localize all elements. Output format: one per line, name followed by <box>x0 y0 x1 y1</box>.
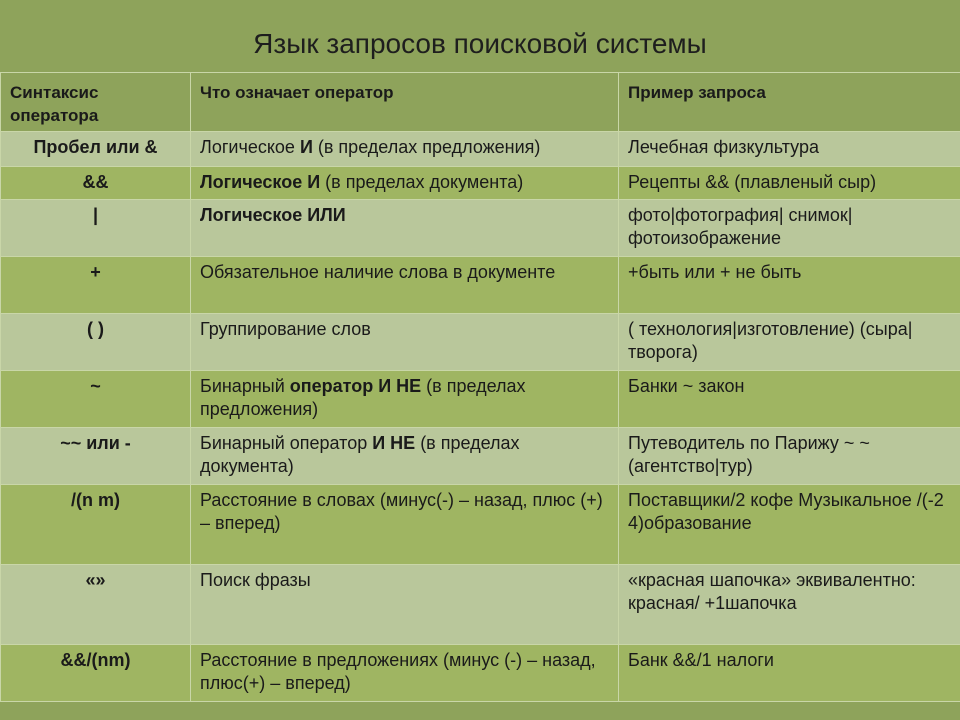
operator-cell: ~ <box>1 371 191 428</box>
table-row <box>1 167 960 200</box>
meaning-text: Бинарный оператор <box>200 433 373 453</box>
meaning-cell <box>191 314 619 371</box>
example-cell: +быть или + не быть <box>619 257 960 314</box>
meaning-bold-text: И <box>299 137 313 157</box>
operator-cell: /(n m) <box>1 485 191 565</box>
example-cell: «красная шапочка» эквивалентно: красная/ +1шапочка <box>619 565 960 645</box>
meaning-cell <box>191 371 619 428</box>
meaning-text: Бинарный <box>200 376 290 396</box>
example-cell: Рецепты && (плавленый сыр) <box>619 167 960 200</box>
table-row <box>1 485 960 565</box>
meaning-bold-text: Логическое ИЛИ <box>200 205 346 225</box>
operator-cell: | <box>1 200 191 257</box>
meaning-cell <box>191 167 619 200</box>
operator-cell: «» <box>1 565 191 645</box>
header-meaning: Что означает оператор <box>191 73 619 132</box>
meaning-bold-text: И НЕ <box>372 433 416 453</box>
table-row <box>1 314 960 371</box>
table-row <box>1 132 960 167</box>
meaning-text: Расстояние в словах (минус(-) – назад, плюс (+) – вперед) <box>200 490 603 533</box>
table-row <box>1 257 960 314</box>
meaning-cell <box>191 257 619 314</box>
example-cell: Банки ~ закон <box>619 371 960 428</box>
operator-cell: Пробел или & <box>1 132 191 167</box>
meaning-text: (в пределах предложения) <box>200 376 526 419</box>
table-body <box>1 132 960 702</box>
example-cell: Поставщики/2 кофе Музыкальное /(-2 4)образование <box>619 485 960 565</box>
table-row <box>1 645 960 702</box>
meaning-cell <box>191 645 619 702</box>
meaning-bold-text: Логическое И <box>200 172 321 192</box>
operator-cell: &&/(nm) <box>1 645 191 702</box>
example-cell: Лечебная физкультура <box>619 132 960 167</box>
operator-cell: ( ) <box>1 314 191 371</box>
meaning-text: (в пределах предложения) <box>312 137 541 157</box>
meaning-text: Группирование слов <box>200 319 371 339</box>
meaning-text: Логическое <box>200 137 300 157</box>
meaning-text: Поиск фразы <box>200 570 311 590</box>
meaning-text: (в пределах документа) <box>200 433 520 476</box>
operator-cell: ~~ или - <box>1 428 191 485</box>
meaning-cell <box>191 485 619 565</box>
operators-table <box>0 72 960 702</box>
example-cell: ( технология|изготовление) (сыра|творога) <box>619 314 960 371</box>
meaning-text: Обязательное наличие слова в документе <box>200 262 556 282</box>
meaning-bold-text: оператор И НЕ <box>289 376 422 396</box>
table-row <box>1 565 960 645</box>
table-row <box>1 428 960 485</box>
operator-cell: && <box>1 167 191 200</box>
example-cell: Путеводитель по Парижу ~ ~ (агентство|тур) <box>619 428 960 485</box>
meaning-cell <box>191 200 619 257</box>
meaning-text: (в пределах документа) <box>320 172 524 192</box>
example-cell: Банк &&/1 налоги <box>619 645 960 702</box>
table-header-row <box>1 73 960 132</box>
table-row <box>1 200 960 257</box>
meaning-text: Расстояние в предложениях (минус (-) – назад, плюс(+) – вперед) <box>200 650 596 693</box>
header-example: Пример запроса <box>619 73 960 132</box>
page-title: Язык запросов поисковой системы <box>253 28 707 59</box>
example-cell: фото|фотография| снимок| фотоизображение <box>619 200 960 257</box>
header-syntax: Синтаксис оператора <box>1 73 191 132</box>
meaning-cell <box>191 132 619 167</box>
meaning-cell <box>191 428 619 485</box>
meaning-cell <box>191 565 619 645</box>
operator-cell: + <box>1 257 191 314</box>
table-row <box>1 371 960 428</box>
